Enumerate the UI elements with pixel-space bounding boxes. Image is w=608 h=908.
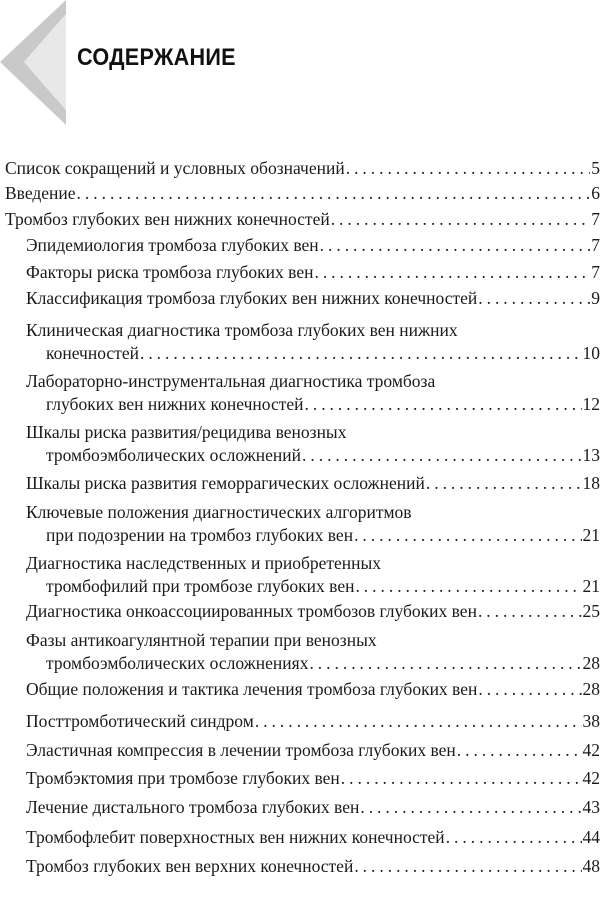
toc-entry[interactable]	[5, 472, 600, 495]
toc-entry[interactable]	[5, 234, 600, 257]
toc-entry-title: при подозрении на тромбоз глубоких вен	[46, 525, 354, 545]
toc-page-number: 48	[582, 856, 600, 876]
toc-entry-title: Диагностика наследственных и приобретенных	[26, 553, 382, 573]
toc-page-number: 7	[591, 262, 600, 282]
toc-entry[interactable]	[5, 421, 600, 467]
dot-leader	[302, 444, 581, 467]
dot-leader	[255, 710, 582, 733]
toc-page-number: 5	[591, 158, 600, 178]
toc-page-number: 42	[582, 740, 600, 760]
dot-leader	[309, 652, 581, 675]
toc-entry-title: тромбоэмболических осложнений	[46, 445, 302, 465]
toc-page-number: 6	[591, 183, 600, 203]
toc-page-number: 7	[591, 235, 600, 255]
dot-leader	[354, 524, 581, 547]
toc-page-number: 25	[582, 601, 600, 621]
toc-page-number: 9	[591, 288, 600, 308]
toc-entry-title: Лабораторно-инструментальная диагностика тромбоза	[26, 371, 436, 391]
toc-entry[interactable]	[5, 678, 600, 701]
dot-leader	[140, 342, 582, 365]
chevron-left-icon	[0, 0, 66, 125]
toc-page-number: 28	[582, 679, 600, 699]
toc-entry[interactable]	[5, 208, 600, 231]
toc-entry-title: Эпидемиология тромбоза глубоких вен	[26, 235, 319, 255]
toc-entry-title: Шкалы риска развития/рецидива венозных	[26, 422, 347, 442]
toc-entry-title: Список сокращений и условных обозначений	[5, 158, 345, 178]
dot-leader	[305, 393, 582, 416]
dot-leader	[457, 739, 582, 762]
toc-entry[interactable]	[5, 710, 600, 733]
toc-page-number: 7	[591, 209, 600, 229]
toc-entry[interactable]	[5, 370, 600, 416]
toc-page-number: 38	[582, 711, 600, 731]
toc-entry-title: Тромбоз глубоких вен нижних конечностей	[5, 209, 330, 229]
toc-entry-title: Тромбоз глубоких вен верхних конечностей	[26, 856, 354, 876]
dot-leader	[446, 826, 582, 849]
toc-page-number: 28	[582, 653, 600, 673]
toc-entry[interactable]	[5, 739, 600, 762]
dot-leader	[331, 208, 591, 231]
dot-leader	[346, 157, 591, 180]
toc-entry-title: тромбоэмболических осложнениях	[46, 653, 309, 673]
dot-leader	[341, 767, 582, 790]
dot-leader	[355, 575, 581, 598]
dot-leader	[478, 678, 581, 701]
toc-page-number: 44	[582, 827, 600, 847]
toc-entry-title: Тромбэктомия при тромбозе глубоких вен	[26, 768, 340, 788]
dot-leader	[320, 234, 591, 257]
toc-page-number: 21	[582, 525, 600, 545]
toc-page-number: 21	[582, 576, 600, 596]
toc-entry-title: Эластичная компрессия в лечении тромбоза глубоких вен	[26, 740, 456, 760]
toc-entry-title: Фазы антикоагулянтной терапии при венозных	[26, 630, 377, 650]
toc-entry-title: Ключевые положения диагностических алгоритмов	[26, 502, 412, 522]
toc-page-number: 43	[582, 797, 600, 817]
dot-leader	[426, 472, 582, 495]
toc-page-number: 12	[582, 394, 600, 414]
toc-entry[interactable]	[5, 552, 600, 598]
toc-entry-title: Лечение дистального тромбоза глубоких вен	[26, 797, 360, 817]
dot-leader	[478, 287, 590, 310]
toc-entry[interactable]	[5, 826, 600, 849]
toc-entry-title: Тромбофлебит поверхностных вен нижних конечностей	[26, 827, 445, 847]
toc-entry[interactable]	[5, 287, 600, 310]
toc-entry[interactable]	[5, 157, 600, 180]
toc-entry-title: Диагностика онкоассоциированных тромбозов глубоких вен	[26, 601, 477, 621]
toc-entry[interactable]	[5, 261, 600, 284]
dot-leader	[314, 261, 590, 284]
dot-leader	[360, 796, 581, 819]
toc-entry[interactable]	[5, 796, 600, 819]
toc-entry[interactable]	[5, 629, 600, 675]
toc-entry[interactable]	[5, 767, 600, 790]
toc-entry-title: Классификация тромбоза глубоких вен нижних конечностей	[26, 288, 478, 308]
toc-page-number: 13	[582, 445, 600, 465]
toc-page-number: 18	[582, 473, 600, 493]
toc-page-number: 42	[582, 768, 600, 788]
toc-page-number: 10	[582, 343, 600, 363]
toc-entry-title: Факторы риска тромбоза глубоких вен	[26, 262, 314, 282]
toc-entry-title: Общие положения и тактика лечения тромбоза глубоких вен	[26, 679, 478, 699]
toc-entry-title: Введение	[5, 183, 76, 203]
toc-entry[interactable]	[5, 855, 600, 878]
toc-entry-title: Посттромботический синдром	[26, 711, 254, 731]
toc-entry-title: конечностей	[46, 343, 139, 363]
dot-leader	[77, 182, 591, 205]
toc-entry[interactable]	[5, 501, 600, 547]
toc-entry-title: тромбофилий при тромбозе глубоких вен	[46, 576, 355, 596]
page-title: СОДЕРЖАНИЕ	[77, 44, 236, 71]
toc-entry[interactable]	[5, 182, 600, 205]
dot-leader	[478, 600, 582, 623]
toc-entry[interactable]	[5, 319, 600, 365]
dot-leader	[354, 855, 581, 878]
toc-entry-title: Клиническая диагностика тромбоза глубоких вен нижних	[26, 320, 458, 340]
toc-entry[interactable]	[5, 600, 600, 623]
toc-entry-title: Шкалы риска развития геморрагических осложнений	[26, 473, 425, 493]
page-header	[0, 0, 608, 125]
toc-entry-title: глубоких вен нижних конечностей	[46, 394, 304, 414]
